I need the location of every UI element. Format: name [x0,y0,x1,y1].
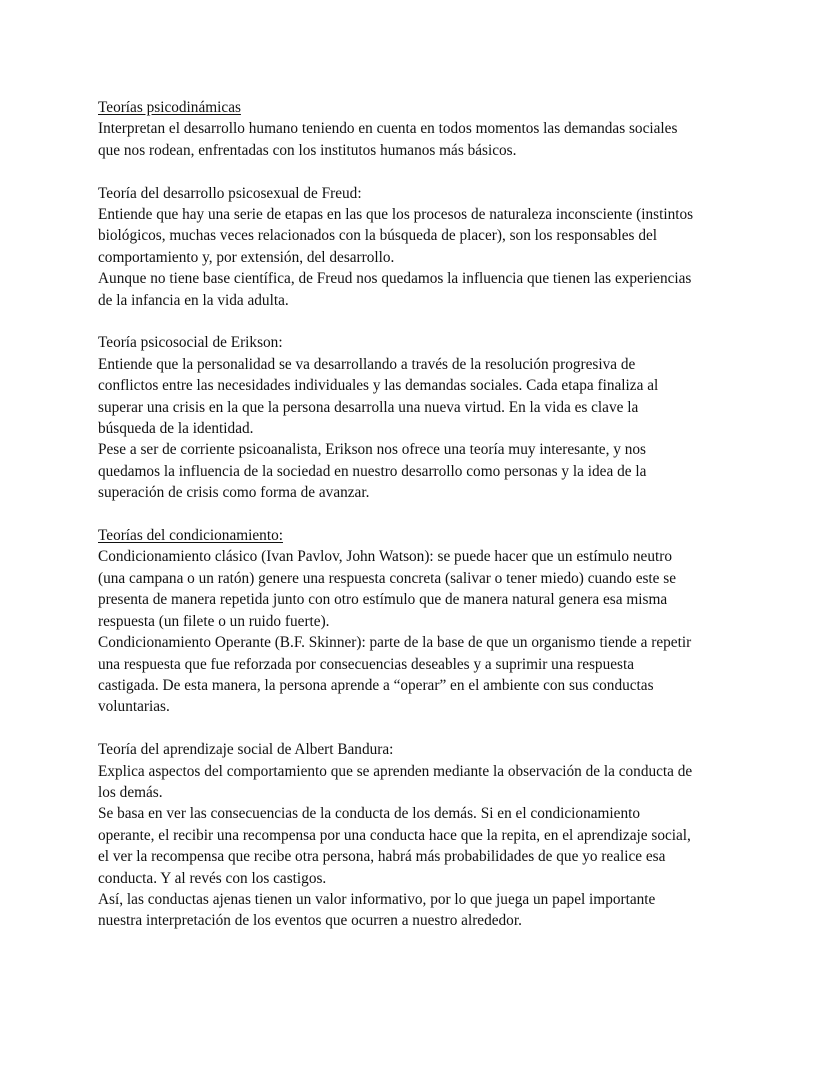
section-heading: Teoría psicosocial de Erikson: [98,334,283,352]
section-freud [98,183,738,311]
paragraph: Entiende que hay una serie de etapas en las que los procesos de naturaleza inconsciente (instintos biológicos, muchas veces relacionados con la búsqueda de placer), son los responsables del comportamiento y, por extensión, del desarrollo. [98,206,694,266]
blank-line [98,718,738,739]
section-heading: Teoría del desarrollo psicosexual de Freud: [98,184,362,202]
section-psicodinamicas [98,97,738,161]
blank-line [98,504,738,525]
paragraph: Explica aspectos del comportamiento que se aprenden mediante la observación de la conducta de los demás. [98,762,693,801]
paragraph: Interpretan el desarrollo humano teniendo en cuenta en todos momentos las demandas sociales que nos rodean, enfrentadas con los institutos humanos más básicos. [98,120,678,159]
section-heading: Teorías psicodinámicas [98,99,241,116]
section-heading: Teorías del condicionamiento: [98,527,283,545]
paragraph: Aunque no tiene base científica, de Freud nos quedamos la influencia que tienen las experiencias de la infancia en la vida adulta. [98,270,692,309]
section-heading: Teoría del aprendizaje social de Albert Bandura: [98,741,394,759]
paragraph: Pese a ser de corriente psicoanalista, Erikson nos ofrece una teoría muy interesante, y nos quedamos la influencia de la sociedad en nuestro desarrollo como personas y la idea de la superación de crisis como forma de avanzar. [98,441,647,502]
blank-line [98,161,738,182]
paragraph: Se basa en ver las consecuencias de la conducta de los demás. Si en el condicionamiento operante, el recibir una recompensa por una conducta hace que la repita, en el aprendizaje social, el ver la recompensa que recibe otra persona, habrá más probabilidades de que yo realice esa conducta. Y al revés con los castigos. [98,805,691,887]
section-erikson [98,332,738,503]
paragraph: Condicionamiento Operante (B.F. Skinner): parte de la base de que un organismo tiende a repetir una respuesta que fue reforzada por consecuencias deseables y a suprimir una respuesta castigada. De esta manera, la persona aprende a “operar” en el ambiente con sus conductas voluntarias. [98,634,692,716]
document-page [98,97,738,932]
section-bandura [98,739,738,932]
section-condicionamiento [98,525,738,718]
paragraph: Entiende que la personalidad se va desarrollando a través de la resolución progresiva de conflictos entre las necesidades individuales y las demandas sociales. Cada etapa finaliza al superar una crisis en la que la persona desarrolla una nueva virtud. En la vida es clave la búsqueda de la identidad. [98,355,659,438]
blank-line [98,311,738,332]
paragraph: Condicionamiento clásico (Ivan Pavlov, John Watson): se puede hacer que un estímulo neutro (una campana o un ratón) genere una respuesta concreta (salivar o tener miedo) cuando este se presenta de manera repetida junto con otro estímulo que de manera natural genera esa misma respuesta (un filete o un ruido fuerte). [98,548,677,630]
paragraph: Así, las conductas ajenas tienen un valor informativo, por lo que juega un papel importante nuestra interpretación de los eventos que ocurren a nuestro alrededor. [98,890,656,930]
